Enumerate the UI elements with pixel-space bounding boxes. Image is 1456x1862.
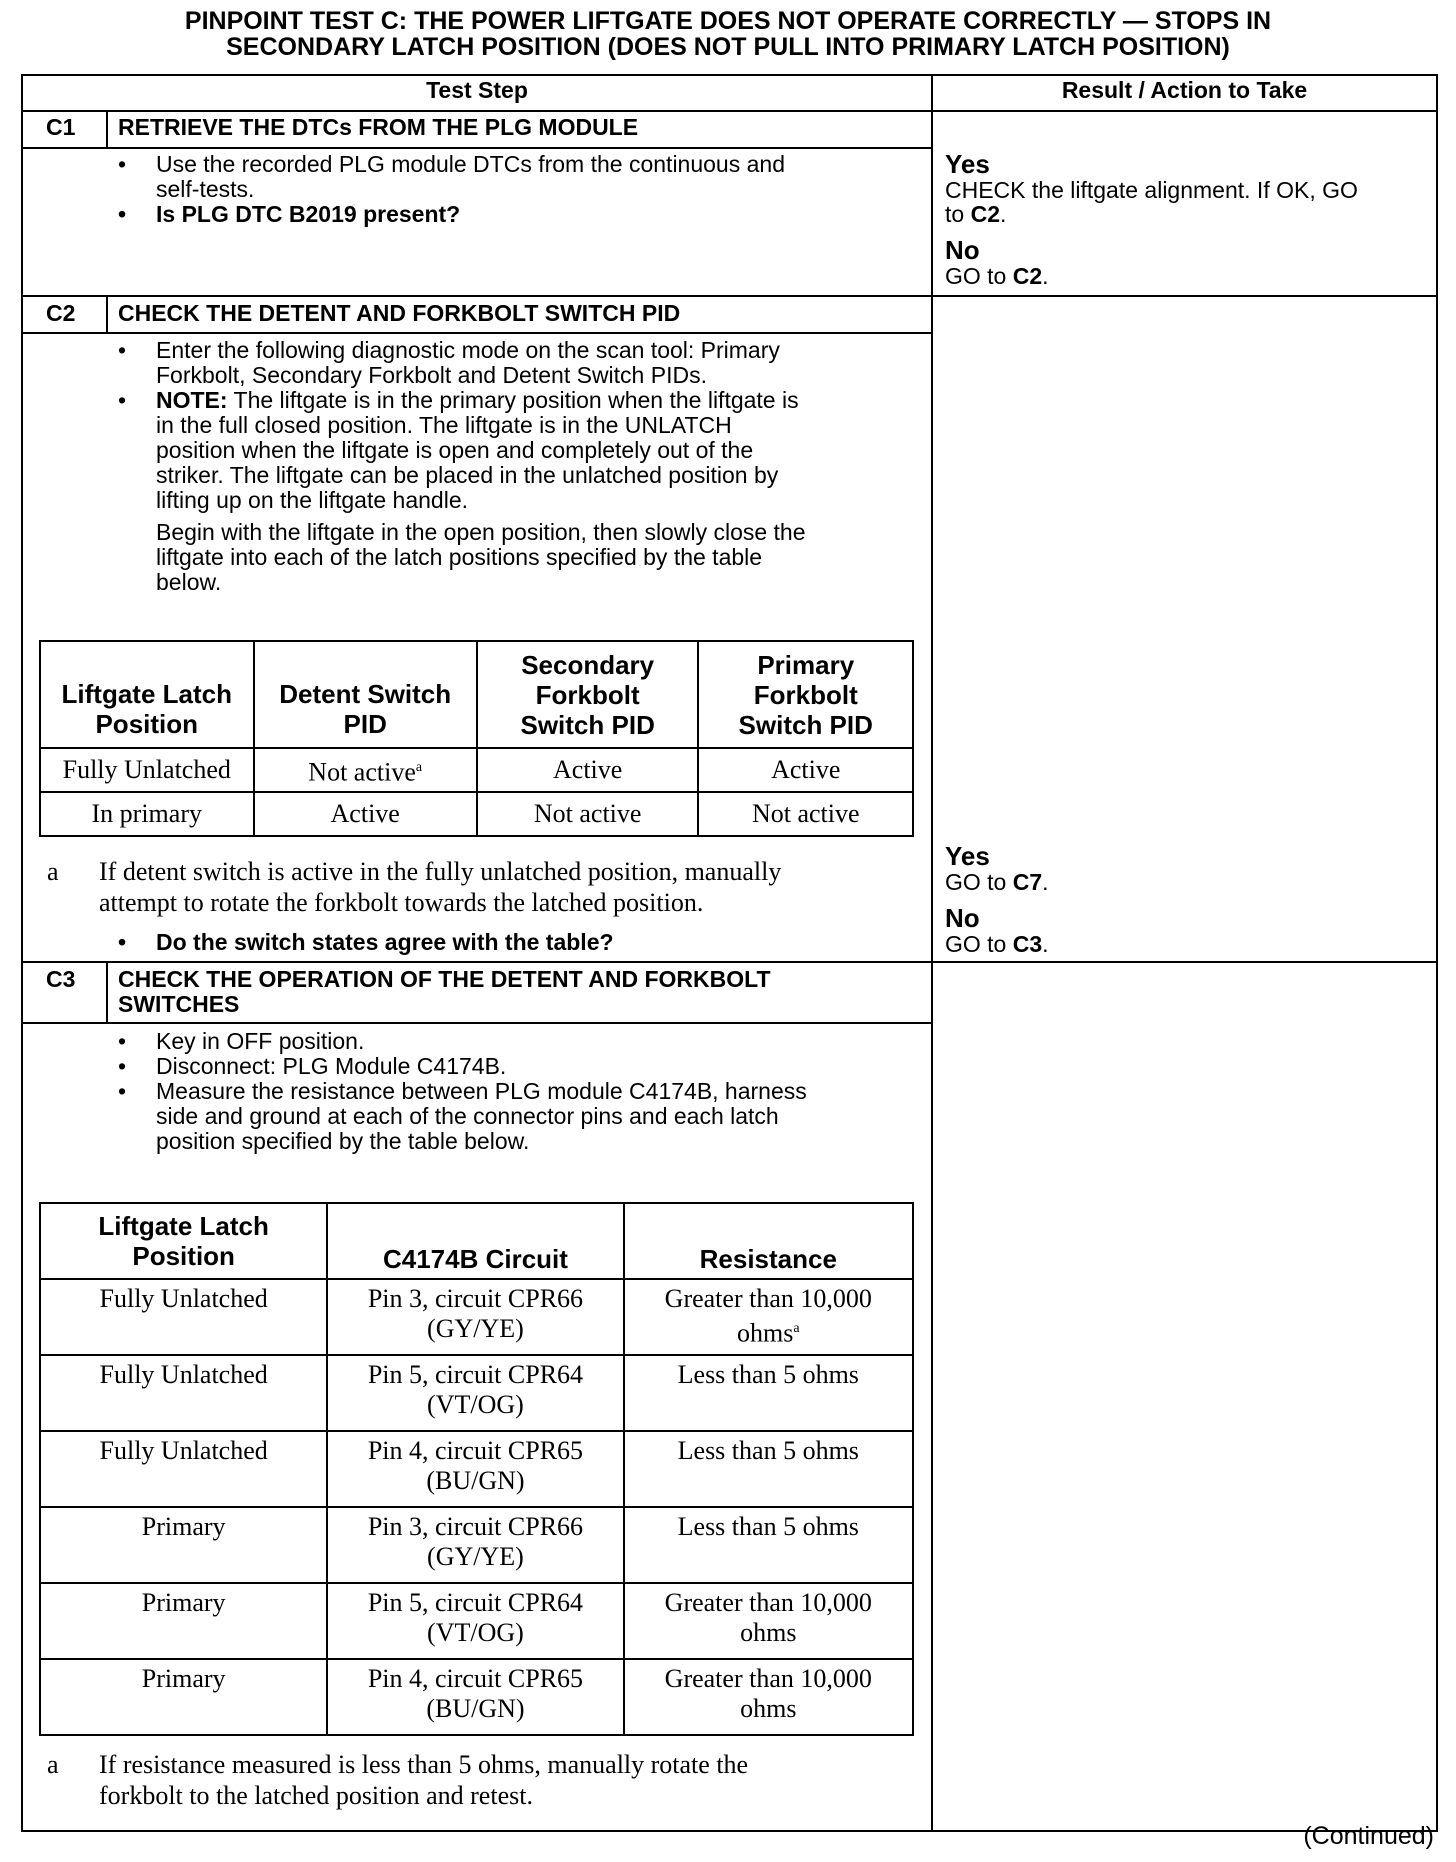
c1-bullet-question: • Is PLG DTC B2019 present?	[116, 202, 916, 227]
table-row	[40, 1355, 913, 1431]
table-cell: Active	[254, 792, 477, 836]
table-row	[40, 1583, 913, 1659]
c1-step-number: C1	[46, 114, 76, 140]
col-header-circuit: C4174B Circuit	[327, 1203, 623, 1279]
c2-number-divider	[106, 295, 108, 333]
c2-bullet-list	[116, 338, 916, 513]
table-cell: Active	[698, 748, 913, 792]
c1-c2-divider	[21, 295, 1438, 297]
col-header-primary-forkbolt: Primary Forkbolt Switch PID	[698, 641, 913, 748]
c2-question-list	[116, 930, 916, 955]
c1-title-divider	[21, 147, 932, 149]
table-cell: Primary	[40, 1507, 327, 1583]
c1-step-title: RETRIEVE THE DTCs FROM THE PLG MODULE	[118, 114, 639, 140]
c1-yes-action-line-2: to C2.	[945, 201, 1007, 227]
table-cell: Pin 3, circuit CPR66 (GY/YE)	[327, 1279, 623, 1355]
table-cell: Greater than 10,000 ohms$^a$	[624, 1279, 913, 1355]
c2-bullet-1: • Enter the following diagnostic mode on the scan tool: Primary Forkbolt, Secondary Forkbolt and Detent Switch PIDs.	[116, 338, 916, 388]
c3-bullet-1: • Key in OFF position.	[116, 1029, 916, 1054]
table-cell: Primary	[40, 1659, 327, 1735]
table-cell: Less than 5 ohms	[624, 1507, 913, 1583]
table-row	[40, 748, 913, 792]
c1-no-action: GO to C2.	[945, 263, 1049, 289]
title-line-1: PINPOINT TEST C: THE POWER LIFTGATE DOES NOT OPERATE CORRECTLY — STOPS IN	[184, 7, 1272, 35]
table-row	[40, 792, 913, 836]
table-cell: Primary	[40, 1583, 327, 1659]
footnote-line-1: If detent switch is active in the fully unlatched position, manually	[99, 857, 782, 886]
c2-switch-pid-table	[39, 640, 914, 837]
table-cell: In primary	[40, 792, 254, 836]
table-row	[40, 1659, 913, 1735]
table-cell: Not active	[698, 792, 913, 836]
c2-c3-divider	[21, 961, 1438, 963]
table-cell: Less than 5 ohms	[624, 1431, 913, 1507]
table-cell: Not active$^a$	[254, 748, 477, 792]
c3-bullet-3: • Measure the resistance between PLG module C4174B, harness side and ground at each of the connector pins and each latch position specified by the table below.	[116, 1079, 916, 1154]
col-header-latch-position: Liftgate Latch Position	[40, 1203, 327, 1279]
table-cell: Pin 3, circuit CPR66 (GY/YE)	[327, 1507, 623, 1583]
table-header-row	[40, 1203, 913, 1279]
col-header-secondary-forkbolt: Secondary Forkbolt Switch PID	[477, 641, 699, 748]
c1-bullet-1: • Use the recorded PLG module DTCs from the continuous and self-tests.	[116, 152, 916, 202]
c2-bullet-question: • Do the switch states agree with the table?	[116, 930, 916, 955]
c3-bullet-list	[116, 1029, 916, 1154]
table-cell: Pin 5, circuit CPR64 (VT/OG)	[327, 1583, 623, 1659]
c2-footnote	[47, 856, 917, 920]
c2-instruction-paragraph: Begin with the liftgate in the open position, then slowly close the liftgate into each of the latch positions specified by the table below.	[156, 519, 806, 595]
continued-label: (Continued)	[1303, 1822, 1434, 1850]
table-cell: Active	[477, 748, 699, 792]
header-result: Result / Action to Take	[1061, 77, 1308, 103]
footnote-letter: a	[47, 857, 59, 886]
table-cell: Not active	[477, 792, 699, 836]
col-header-detent-switch: Detent Switch PID	[254, 641, 477, 748]
c3-resistance-table	[39, 1202, 914, 1736]
footnote-line-2: forkbolt to the latched position and retest.	[99, 1781, 533, 1810]
c1-bullet-list	[116, 152, 916, 227]
footnote-letter: a	[47, 1750, 59, 1779]
header-divider	[21, 110, 1438, 112]
c2-bullet-note: • NOTE: The liftgate is in the primary position when the liftgate is in the full closed position. The liftgate is in the UNLATCH position when the liftgate is open and completely out of the striker. The liftgate can be placed in the unlatched position by lifting up on the liftgate handle.	[116, 388, 916, 513]
title-line-2: SECONDARY LATCH POSITION (DOES NOT PULL INTO PRIMARY LATCH POSITION)	[226, 33, 1230, 61]
table-cell: Fully Unlatched	[40, 1279, 327, 1355]
c2-no-action: GO to C3.	[945, 931, 1049, 957]
c3-step-number: C3	[46, 966, 76, 992]
table-cell: Fully Unlatched	[40, 1431, 327, 1507]
table-cell: Less than 5 ohms	[624, 1355, 913, 1431]
table-cell: Fully Unlatched	[40, 1355, 327, 1431]
c2-title-divider	[21, 332, 932, 334]
table-cell: Greater than 10,000 ohms	[624, 1583, 913, 1659]
header-test-step: Test Step	[426, 77, 528, 103]
c1-no-label: No	[945, 235, 980, 265]
c2-yes-label: Yes	[945, 841, 990, 871]
column-divider	[931, 74, 933, 1832]
table-cell: Pin 4, circuit CPR65 (BU/GN)	[327, 1431, 623, 1507]
table-row	[40, 1431, 913, 1507]
table-header-row	[40, 641, 913, 748]
c2-no-label: No	[945, 903, 980, 933]
table-cell: Pin 4, circuit CPR65 (BU/GN)	[327, 1659, 623, 1735]
table-cell: Greater than 10,000 ohms	[624, 1659, 913, 1735]
table-cell: Fully Unlatched	[40, 748, 254, 792]
c3-number-divider	[106, 961, 108, 1023]
c1-yes-action-line-1: CHECK the liftgate alignment. If OK, GO	[945, 177, 1358, 203]
col-header-resistance: Resistance	[624, 1203, 913, 1279]
footnote-line-2: attempt to rotate the forkbolt towards the latched position.	[99, 888, 704, 917]
c1-number-divider	[106, 110, 108, 148]
c3-title-divider	[21, 1022, 932, 1024]
c2-step-title: CHECK THE DETENT AND FORKBOLT SWITCH PID	[118, 300, 681, 326]
footnote-line-1: If resistance measured is less than 5 ohms, manually rotate the	[99, 1750, 749, 1779]
page-title	[0, 8, 1456, 60]
c2-step-number: C2	[46, 300, 76, 326]
table-row	[40, 1507, 913, 1583]
c2-yes-action: GO to C7.	[945, 869, 1049, 895]
c3-footnote	[47, 1749, 917, 1813]
c3-step-title: CHECK THE OPERATION OF THE DETENT AND FORKBOLT SWITCHES	[118, 966, 771, 1017]
c3-bullet-2: • Disconnect: PLG Module C4174B.	[116, 1054, 916, 1079]
c1-yes-label: Yes	[945, 149, 990, 179]
col-header-latch-position: Liftgate Latch Position	[40, 641, 254, 748]
table-cell: Pin 5, circuit CPR64 (VT/OG)	[327, 1355, 623, 1431]
table-row	[40, 1279, 913, 1355]
